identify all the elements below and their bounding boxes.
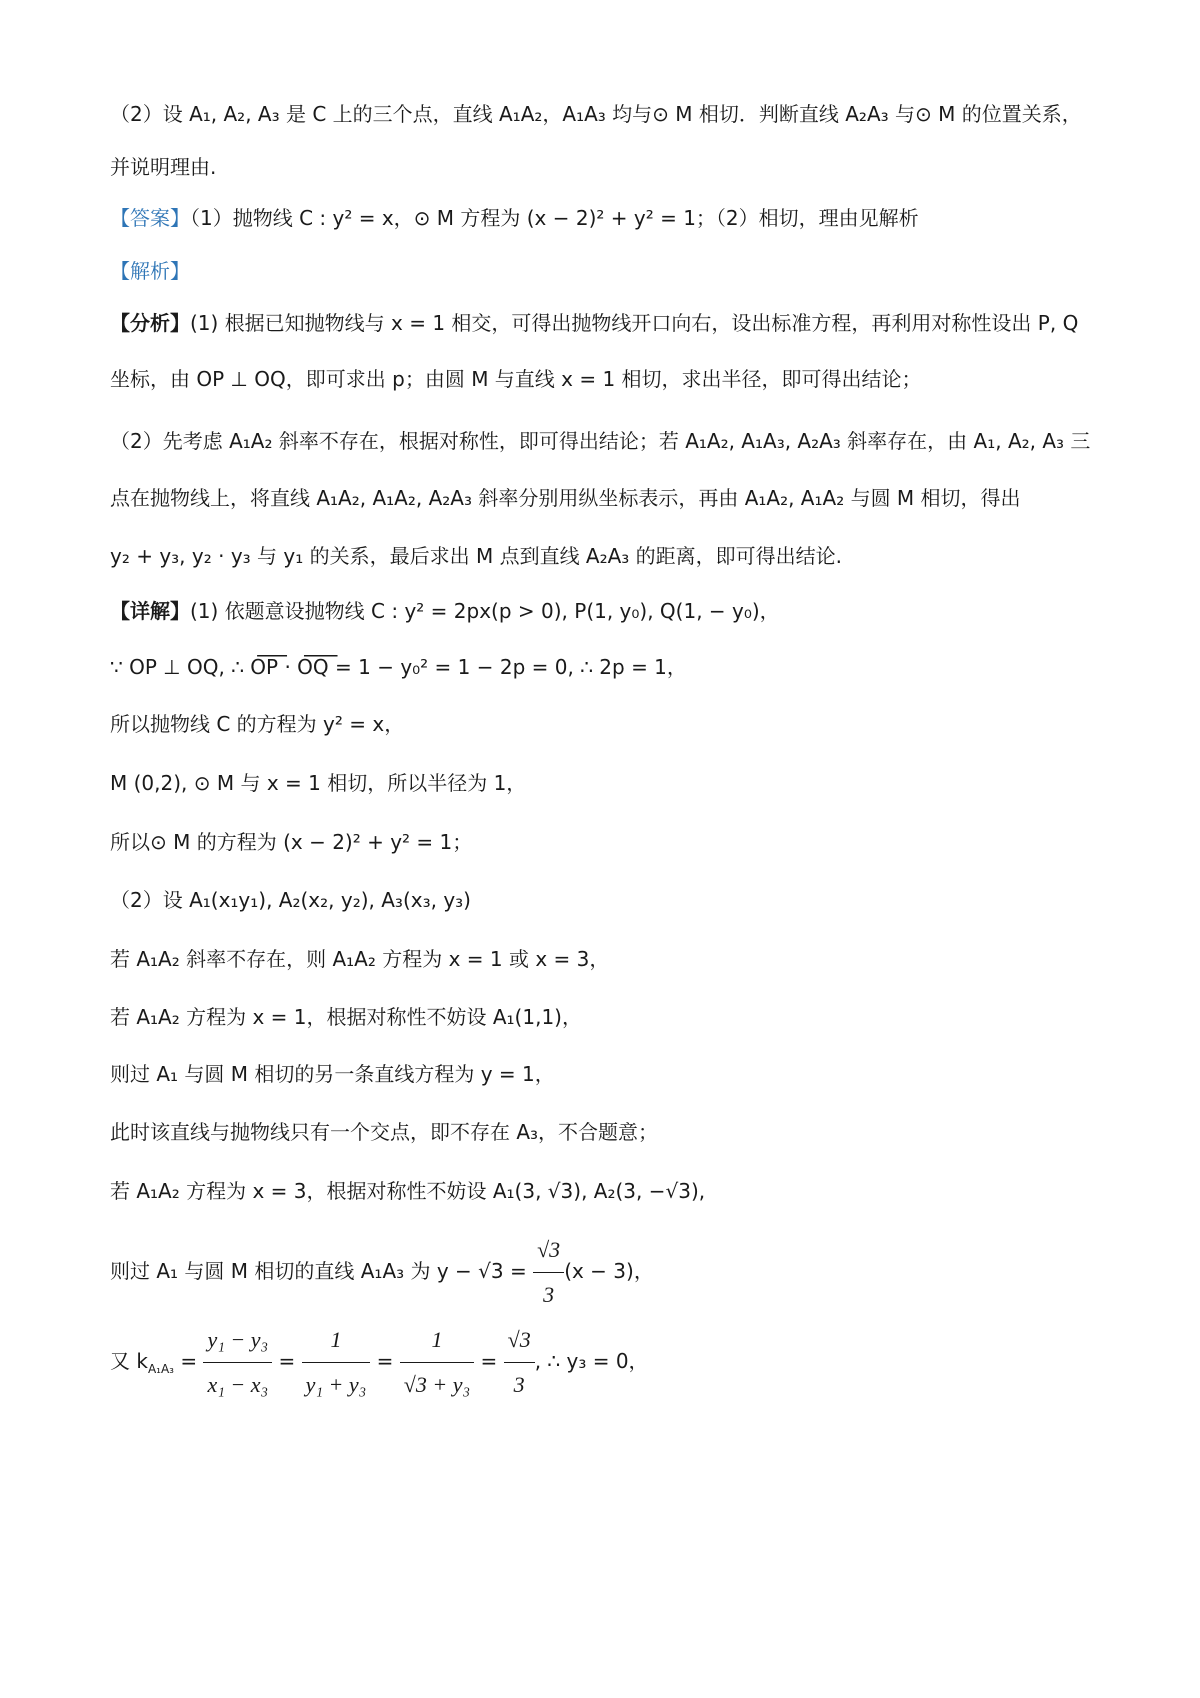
analysis-tag: 【解析】	[110, 259, 190, 283]
line12-prefix: 则过 A₁ 与圆 M 相切的直线 A₁A₃ 为 y − √3 =	[110, 1259, 534, 1283]
fraction-denominator: √3 + y₃	[403, 1372, 471, 1397]
fraction-numerator: √3	[504, 1322, 535, 1363]
fraction-sqrt3-over-3	[533, 1232, 564, 1313]
xiangjie-line13	[110, 1322, 1120, 1403]
equals-2: =	[272, 1349, 302, 1373]
equals-4: =	[474, 1349, 504, 1373]
fenxi-line3: （2）先考虑 A₁A₂ 斜率不存在，根据对称性，即可得出结论；若 A₁A₂, A₁A₃, A₂A₃ 斜率存在，由 A₁, A₂, A₃ 三	[110, 429, 1091, 453]
fenxi-line4: 点在抛物线上，将直线 A₁A₂, A₁A₂, A₂A₃ 斜率分别用纵坐标表示，再由 A₁A₂, A₁A₂ 与圆 M 相切，得出	[110, 486, 1021, 510]
xiangjie-line2: ∵ OP ⊥ OQ, ∴ O͞P͞ · O͞Q͞ = 1 − y₀² = 1 − 2p = 0, ∴ 2p = 1，	[110, 655, 687, 679]
xiangjie-line6: （2）设 A₁(x₁y₁), A₂(x₂, y₂), A₃(x₃, y₃)	[110, 888, 471, 912]
xiangjie-line1	[110, 597, 1120, 625]
fraction-one-over-sqrt-sum	[400, 1322, 474, 1403]
fenxi-line1	[110, 309, 1120, 337]
xiangjie-line10: 此时该直线与抛物线只有一个交点，即不存在 A₃，不合题意；	[110, 1120, 659, 1144]
xiangjie-line12	[110, 1232, 1120, 1313]
fraction-numerator: 1	[400, 1322, 474, 1363]
xiangjie-line11: 若 A₁A₂ 方程为 x = 3，根据对称性不妨设 A₁(3, √3), A₂(3, −√3),	[110, 1179, 706, 1203]
question-part2-line2: 并说明理由.	[110, 155, 217, 179]
fraction-slope	[203, 1322, 272, 1403]
answer-text: （1）抛物线 C : y² = x，⊙ M 方程为 (x − 2)² + y² = 1；（2）相切，理由见解析	[190, 206, 919, 230]
fenxi-text-1: (1) 根据已知抛物线与 x = 1 相交，可得出抛物线开口向右，设出标准方程，再利用对称性设出 P, Q	[190, 311, 1079, 335]
line13-prefix: 又 k	[110, 1349, 148, 1373]
fraction-numerator: 1	[302, 1322, 371, 1363]
xiangjie-line5: 所以⊙ M 的方程为 (x − 2)² + y² = 1；	[110, 830, 473, 854]
xiangjie-tag: 【详解】	[110, 599, 190, 623]
fenxi-tag: 【分析】	[110, 311, 190, 335]
fraction-numerator: √3	[533, 1232, 564, 1273]
xiangjie-line4: M (0,2), ⊙ M 与 x = 1 相切，所以半径为 1，	[110, 771, 527, 795]
line12-suffix: (x − 3)，	[564, 1259, 654, 1283]
equals-3: =	[370, 1349, 400, 1373]
answer-tag: 【答案】	[110, 206, 190, 230]
xiangjie-line8: 若 A₁A₂ 方程为 x = 1，根据对称性不妨设 A₁(1,1)，	[110, 1005, 582, 1029]
xiangjie-line9: 则过 A₁ 与圆 M 相切的另一条直线方程为 y = 1，	[110, 1062, 555, 1086]
fraction-one-over-sum	[302, 1322, 371, 1403]
xiangjie-line7: 若 A₁A₂ 斜率不存在，则 A₁A₂ 方程为 x = 1 或 x = 3，	[110, 947, 610, 971]
equals-1: =	[174, 1349, 204, 1373]
line13-suffix: , ∴ y₃ = 0，	[534, 1349, 649, 1373]
fenxi-line5: y₂ + y₃, y₂ · y₃ 与 y₁ 的关系，最后求出 M 点到直线 A₂A₃ 的距离，即可得出结论.	[110, 544, 843, 568]
fraction-numerator: y₁ − y₃	[203, 1322, 272, 1363]
fraction-sqrt3-over-3-b	[504, 1322, 535, 1403]
fraction-denominator: 3	[513, 1372, 525, 1397]
slope-subscript: A₁A₃	[147, 1362, 174, 1376]
fraction-denominator: 3	[543, 1282, 555, 1307]
fenxi-line2: 坐标，由 OP ⊥ OQ，即可求出 p；由圆 M 与直线 x = 1 相切，求出半径，即可得出结论；	[110, 367, 922, 391]
fraction-denominator: x₁ − x₃	[207, 1372, 269, 1397]
question-part2-line1: （2）设 A₁, A₂, A₃ 是 C 上的三个点，直线 A₁A₂，A₁A₃ 均与⊙ M 相切．判断直线 A₂A₃ 与⊙ M 的位置关系，	[110, 102, 1082, 126]
xiangjie-line3: 所以抛物线 C 的方程为 y² = x，	[110, 712, 405, 736]
fraction-denominator: y₁ + y₃	[305, 1372, 367, 1397]
answer-line	[110, 204, 1120, 232]
analysis-heading	[110, 257, 1120, 285]
xiangjie-text-1: (1) 依题意设抛物线 C : y² = 2px(p > 0), P(1, y₀), Q(1, − y₀)，	[190, 599, 780, 623]
